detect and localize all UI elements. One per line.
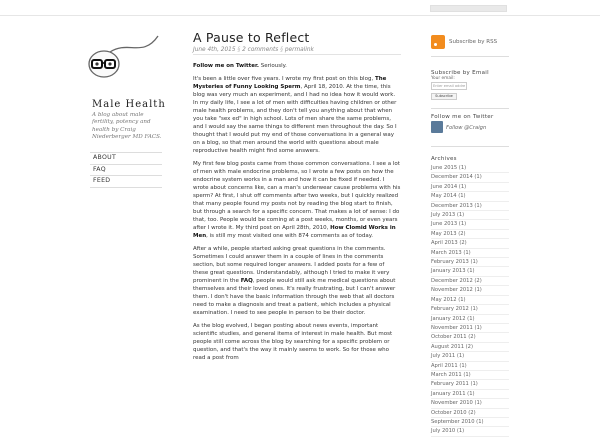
nav-faq[interactable]: FAQ (90, 165, 162, 177)
archive-item[interactable]: June 2014 (1) (431, 183, 509, 192)
twitter-follow-button[interactable]: Follow @Craign (446, 125, 487, 131)
archive-item[interactable]: April 2011 (1) (431, 362, 509, 371)
site-logo[interactable] (88, 30, 162, 82)
archive-item[interactable]: October 2010 (2) (431, 409, 509, 418)
paragraph (193, 245, 401, 317)
text: Seriously. (258, 63, 287, 69)
archive-item[interactable]: December 2013 (1) (431, 202, 509, 211)
archives-title: Archives (431, 156, 457, 162)
archive-item[interactable]: January 2012 (1) (431, 315, 509, 324)
text: After a while, people started asking great questions in the comments. Sometimes I could answer them in a couple of lines in the comments section, but some required longer answers. I added posts for a few of these great questions. Understandably, although I tried to make it very prominent in the (193, 246, 390, 284)
meta-divider (193, 54, 401, 55)
archive-item[interactable]: February 2011 (1) (431, 380, 509, 389)
text: , people would still ask me medical questions about themselves and their loved ones. It's really frustrating, but I can't answer them. I don't have the basic information through the web that all doctors need to make a diagnosis and treat a patient, which includes a physical examination. I need to see people in person to be their doctor. (193, 278, 396, 316)
archive-item[interactable]: May 2014 (1) (431, 192, 509, 201)
archive-item[interactable]: April 2013 (2) (431, 239, 509, 248)
post-link[interactable]: How Clomid Works in Men (193, 225, 396, 239)
sidebar-divider (431, 146, 509, 147)
top-bar (0, 0, 600, 16)
sidebar-divider (431, 56, 509, 57)
archive-item[interactable]: January 2011 (1) (431, 390, 509, 399)
text: , April 18, 2010. At the time, this blog was very much an experiment, and I had no idea how it would work. In my daily life, I see a lot of men with difficulties having children or other male health problems, and they don't tell you anything about that when you take "sex ed" in high school. Lots of men share the same problems, and I would say the same things to different men throughout the day. So I thought that I would put my end of those conversations in a general way on a blog, so that men around the world with questions about male reproductive health might find some answers. (193, 84, 397, 154)
rss-link[interactable]: Subscribe by RSS (449, 39, 498, 45)
rss-icon[interactable] (431, 35, 445, 49)
paragraph (193, 62, 401, 70)
post-title[interactable]: A Pause to Reflect (193, 30, 310, 45)
post-permalink[interactable]: permalink (284, 47, 314, 53)
meta-separator: § (280, 47, 283, 53)
archive-list (431, 164, 509, 437)
meta-separator: § (237, 47, 241, 53)
search-input[interactable] (430, 5, 507, 12)
archive-item[interactable]: December 2014 (1) (431, 173, 509, 182)
paragraph (193, 75, 401, 155)
archive-item[interactable]: February 2013 (1) (431, 258, 509, 267)
archive-item[interactable]: March 2013 (1) (431, 249, 509, 258)
archive-item[interactable]: March 2011 (1) (431, 371, 509, 380)
twitter-follow-link[interactable]: Follow me on Twitter. (193, 63, 259, 69)
archive-item[interactable]: December 2012 (2) (431, 277, 509, 286)
archive-item[interactable]: January 2013 (1) (431, 267, 509, 276)
email-widget-title: Subscribe by Email (431, 70, 489, 76)
archive-item[interactable]: November 2011 (1) (431, 324, 509, 333)
archive-item[interactable]: May 2012 (1) (431, 296, 509, 305)
archive-item[interactable]: June 2013 (1) (431, 220, 509, 229)
text: , is still my most visited one with 874 comments as of today. (206, 233, 373, 239)
archive-item[interactable]: July 2013 (1) (431, 211, 509, 220)
paragraph: As the blog evolved, I began posting about news events, important scientific studies, and general items of interest in male health. But most people still come across the blog by searching for a specific problem or question, and that's the way it mainly seems to work. So for those who read a post from (193, 323, 393, 361)
archive-item[interactable]: July 2011 (1) (431, 352, 509, 361)
email-field[interactable]: Enter email addre (433, 84, 466, 88)
faq-link[interactable]: FAQ (240, 278, 253, 284)
text: It's been a little over five years. I wrote my first post on this blog, (193, 76, 375, 82)
nav-about[interactable]: ABOUT (90, 153, 162, 165)
archive-item[interactable]: October 2011 (2) (431, 333, 509, 342)
archive-item[interactable]: February 2012 (1) (431, 305, 509, 314)
text: My first few blog posts came from those common conversations. I see a lot of men with male endocrine problems, so I wrote a few posts on how the endocrine system works in a man and how it can be fixed if needed. I wrote about concerns like, can a man's underwear cause problems with his sperm? At first, I shut off comments after two weeks, but I quickly realized that many people found my posts not by reading the blog start to finish, but through a search for a specific concern. That makes a lot of sense: I do that, too. People would be coming at a post weeks, months, or even years after I wrote it. My third post on April 28th, 2010, (193, 161, 401, 231)
post-link[interactable]: The Mysteries of Funny Looking Sperm (193, 76, 387, 90)
sidebar-divider (431, 108, 509, 109)
post-comments-link[interactable]: 2 comments (242, 47, 279, 53)
archive-item[interactable]: May 2013 (2) (431, 230, 509, 239)
post-date: June 4th, 2015 (193, 47, 236, 53)
archive-item[interactable]: July 2010 (1) (431, 427, 509, 436)
email-label: Your email: (431, 76, 455, 81)
twitter-widget-title: Follow me on Twitter (431, 114, 494, 120)
site-description: A blog about male fertility, potency and health by Craig Niederberger MD FACS. (92, 112, 162, 141)
archive-item[interactable]: November 2012 (1) (431, 286, 509, 295)
post-content (193, 62, 401, 367)
main-nav (90, 152, 162, 188)
archive-item[interactable]: November 2010 (1) (431, 399, 509, 408)
archive-item[interactable]: August 2011 (2) (431, 343, 509, 352)
site-title[interactable]: Male Health (92, 99, 166, 110)
subscribe-button[interactable]: Subscribe (431, 93, 457, 100)
post-meta (193, 47, 314, 53)
archive-item[interactable]: June 2015 (1) (431, 164, 509, 173)
paragraph (193, 160, 401, 240)
archive-item[interactable]: September 2010 (1) (431, 418, 509, 427)
twitter-avatar[interactable] (431, 121, 443, 133)
nav-feed[interactable]: FEED (90, 176, 162, 188)
